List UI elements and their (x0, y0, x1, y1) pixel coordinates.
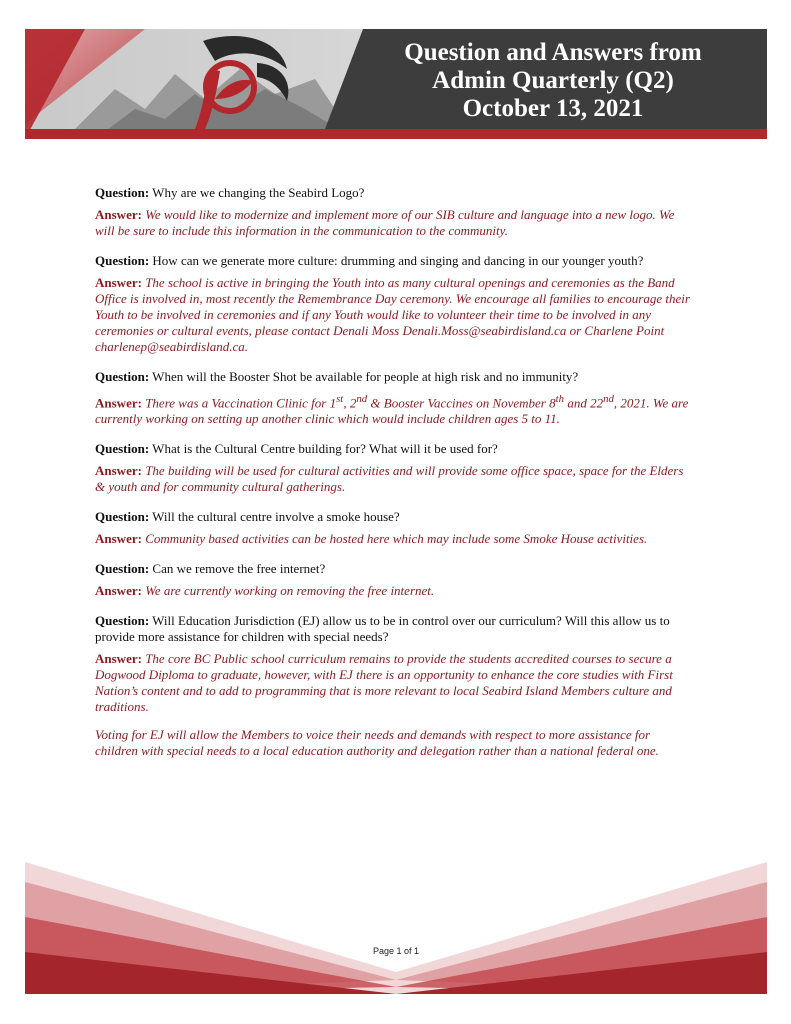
answer (95, 391, 695, 427)
answer (95, 275, 695, 355)
question-label: Question: (95, 441, 150, 457)
title-line-3: October 13, 2021 (462, 95, 644, 122)
answer-text-part: and 22 (564, 395, 604, 411)
qa-item (95, 369, 695, 427)
qa-item (95, 253, 695, 355)
question-text: Can we remove the free internet? (149, 561, 326, 577)
question-label: Question: (95, 561, 150, 577)
answer-text-part: , 2 (343, 395, 357, 411)
title-line-1: Question and Answers from (404, 39, 702, 66)
answer-superscript: th (555, 393, 565, 405)
question (95, 509, 695, 525)
answer-superscript: nd (603, 393, 614, 405)
answer (95, 463, 695, 495)
answer-text-part: & Booster Vaccines on November 8 (367, 395, 556, 411)
question-label: Question: (95, 509, 150, 525)
answer-text-part: , 2021. We are currently working on setting up another clinic which would include children ages 5 to 11. (95, 395, 689, 427)
question-label: Question: (95, 613, 150, 629)
answer (95, 207, 695, 239)
answer-label: Answer: (95, 651, 142, 667)
answer-label: Answer: (95, 275, 142, 290)
question-text: What is the Cultural Centre building for? What will it be used for? (149, 441, 498, 457)
question (95, 369, 695, 385)
answer-continued: Voting for EJ will allow the Members to voice their needs and demands with respect to more assistance for children with special needs to a local education authority and delegation rather than a national federal one. (95, 727, 659, 759)
answer-text: The school is active in bringing the Youth into as many cultural openings and ceremonies as the Band Office is involved in, most recently the Remembrance Day ceremony. We encourage all families to encourage their Youth to be involved in ceremonies and if any Youth would like to volunteer their time to be involved in any ceremonies or cultural events, please contact Denali Moss Denali.Moss@seabirdisland.ca or Charlene Point charlenep@seabirdisland.ca. (95, 275, 690, 354)
answer-label: Answer: (95, 395, 142, 411)
title-line-2: Admin Quarterly (Q2) (432, 67, 674, 94)
answer-label: Answer: (95, 207, 142, 222)
question-text: Why are we changing the Seabird Logo? (149, 185, 365, 200)
question-text: How can we generate more culture: drumming and singing and dancing in our younger youth? (149, 253, 644, 268)
answer-label: Answer: (95, 583, 142, 599)
question-label: Question: (95, 369, 150, 384)
question (95, 185, 695, 201)
answer-text: The core BC Public school curriculum remains to provide the students accredited courses to secure a Dogwood Diploma to graduate, however, with EJ there is an opportunity to enhance the core studies with First Nation’s content and to add to programming that is more relevant to local Seabird Island Members culture and traditions. (95, 651, 673, 715)
question-text: When will the Booster Shot be available for people at high risk and no immunity? (149, 369, 579, 384)
answer-superscript: nd (356, 393, 368, 405)
qa-content (95, 185, 695, 773)
page-number: Page 1 of 1 (372, 946, 420, 956)
answer (95, 583, 695, 599)
question (95, 253, 695, 269)
answer-superscript: st (336, 393, 344, 405)
qa-item (95, 509, 695, 547)
question-label: Question: (95, 185, 150, 200)
question-label: Question: (95, 253, 150, 268)
footer-background (25, 862, 767, 994)
answer-text-part: There was a Vaccination Clinic for 1 (141, 395, 337, 411)
answer-text: Community based activities can be hosted here which may include some Smoke House activities. (141, 531, 648, 547)
answer-text: The building will be used for cultural activities and will provide some office space, space for the Elders & youth and for community cultural gatherings. (95, 463, 684, 495)
answer-text: We would like to modernize and implement more of our SIB culture and language into a new logo. We will be sure to include this information in the communication to the community. (95, 207, 675, 238)
answer (95, 651, 695, 715)
answer-label: Answer: (95, 531, 142, 547)
question (95, 613, 695, 645)
qa-item (95, 561, 695, 599)
answer (95, 531, 695, 547)
question (95, 561, 695, 577)
footer-banner (25, 862, 767, 994)
question-text: Will Education Jurisdiction (EJ) allow us to be in control over our curriculum? Will this allow us to provide more assistance for children with special needs? (95, 613, 670, 645)
qa-item (95, 613, 695, 759)
answer-text: We are currently working on removing the free internet. (141, 583, 435, 599)
qa-item (95, 441, 695, 495)
question (95, 441, 695, 457)
qa-item (95, 185, 695, 239)
header-banner (25, 29, 767, 139)
question-text: Will the cultural centre involve a smoke house? (149, 509, 400, 525)
answer-label: Answer: (95, 463, 142, 479)
